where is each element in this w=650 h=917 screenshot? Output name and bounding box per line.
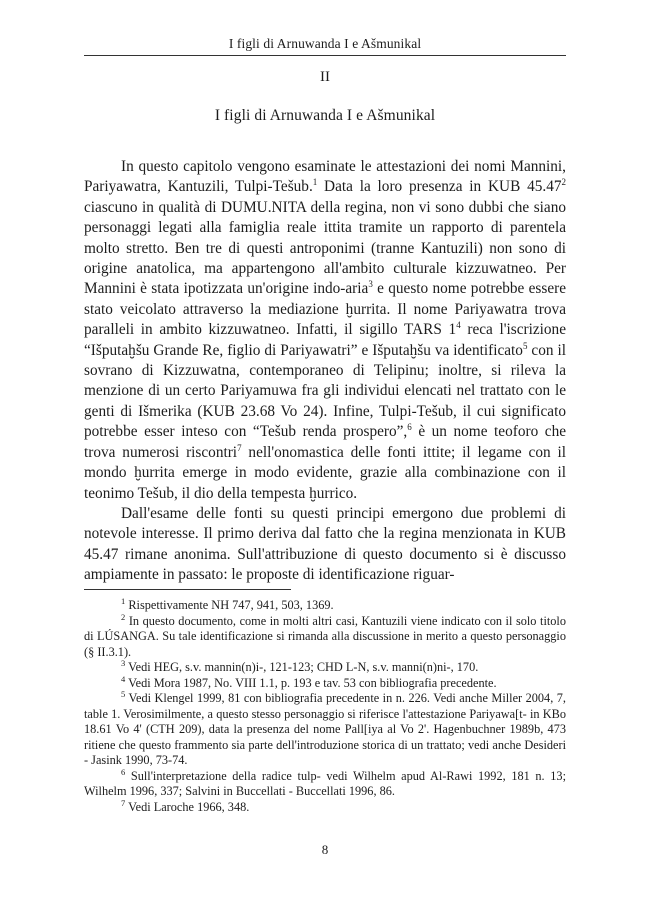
text-run: Dall'esame delle fonti su questi principi emergono due problemi di notevole interesse. Il primo deriva dal fatto che la regina menzionata in KUB 45.47 rimane anonima. Sull'attribuzione di questo documento si è discusso ampiamente in passato: le proposte di identificazione riguar-: [84, 504, 566, 584]
footnote: [84, 657, 566, 676]
page-number: 8: [321, 842, 329, 857]
footnote-mark: 1: [121, 595, 126, 606]
text-run: ciascuno in qualità di DUMU.NITA della regina, non vi sono dubbi che siano personaggi legati alla famiglia reale ittita tramite un rapporto di parentela molto stretto. Ben tre di questi antroponimi (tranne Kantuzili) non sono di origine anatolica, ma appartengono all'ambito culturale kizzuwatneo. Per Mannini è stata ipotizzata un'origine indo-aria: [84, 198, 566, 298]
footnote-text: Vedi Klengel 1999, 81 con bibliografia precedente in n. 226. Vedi anche Miller 2004, 7, table 1. Verosimilmente, a questo stesso personaggio si riferisce l'attestazione Pariyawa[t- in KBo 18.61 Vo 4' (CTH 209), data la presenza del nome Pall[iya al Vo 2'. Hagenbuchner 1989b, 473 ritiene che questo frammento sia parte dell'introduzione storica di un trattato; vedi anche Desideri - Jasink 1990, 73-74.: [84, 691, 566, 767]
footnote: [84, 688, 566, 769]
footnote-ref[interactable]: 4: [456, 320, 461, 331]
footnote: [84, 595, 566, 614]
footnote-text: Sull'interpretazione della radice tulp- vedi Wilhelm apud Al-Rawi 1992, 181 n. 13; Wilhelm 1996, 337; Salvini in Buccellati - Buccellati 1996, 86.: [84, 768, 566, 798]
body-paragraph: [84, 504, 566, 586]
text-run: è un nome teoforo che trova numerosi riscontri: [84, 423, 567, 461]
footnote-ref[interactable]: 7: [237, 442, 242, 453]
body-paragraph: [84, 157, 566, 504]
text-run: con il sovrano di Kizzuwatna, contemporaneo di Telipinu; inoltre, si rileva la menzione di un certo Pariyamuwa fra gli individui elencati nel trattato con le genti di Išmerika (KUB 23.68 Vo 24). Infine, Tulpi-Tešub, il cui significato potrebbe esser inteso con “Tešub renda prospero”,: [84, 341, 566, 441]
footnote-text: In questo documento, come in molti altri casi, Kantuzili viene indicato con il solo titolo di LÚSANGA. Su tale identificazione si rimanda alla discussione in merito a questo personaggio (§ II.3.1).: [84, 613, 566, 659]
footnote-mark: 2: [121, 611, 126, 622]
chapter-title: I figli di Arnuwanda I e Ašmunikal: [214, 107, 436, 124]
footnote-mark: 7: [121, 797, 126, 808]
footnote-ref[interactable]: 3: [368, 279, 373, 290]
text-run: reca l'iscrizione “Išputaḫšu Grande Re, figlio di Pariyawatri” e Išputaḫšu va identificato: [84, 321, 566, 359]
footnote-rule: [84, 589, 291, 590]
body-text: [84, 157, 566, 586]
footnote: [84, 673, 566, 692]
header-rule: [84, 55, 566, 56]
footnote-text: Vedi Mora 1987, No. VIII 1.1, p. 193 e tav. 53 con bibliografia precedente.: [125, 675, 497, 690]
footnote-ref[interactable]: 2: [561, 177, 566, 188]
footnote: [84, 797, 566, 816]
text-run: Data la loro presenza in KUB 45.47: [317, 178, 562, 196]
text-run: In questo capitolo vengono esaminate le attestazioni dei nomi Mannini, Pariyawatra, Kantuzili, Tulpi-Tešub.: [84, 158, 566, 196]
footnote-mark: 3: [121, 657, 126, 668]
footnote-text: Vedi Laroche 1966, 348.: [125, 799, 250, 814]
chapter-number: II: [320, 69, 330, 85]
footnote: [84, 766, 566, 800]
footnote-mark: 6: [121, 766, 126, 777]
footnote-text: Rispettivamente NH 747, 941, 503, 1369.: [125, 598, 334, 612]
footnote-ref[interactable]: 1: [312, 177, 318, 188]
text-run: nell'onomastica delle fonti ittite; il legame con il mondo ḫurrita emerge in modo evidente, grazie alla combinazione con il teonimo Tešub, il dio della tempesta ḫurrico.: [84, 443, 566, 502]
footnote-text: Vedi HEG, s.v. mannin(n)i-, 121-123; CHD L-N, s.v. manni(n)ni-, 170.: [125, 660, 479, 674]
running-head: I figli di Arnuwanda I e Ašmunikal: [228, 36, 422, 51]
footnote-mark: 4: [121, 673, 126, 684]
footnote-ref[interactable]: 6: [407, 422, 412, 433]
footnotes: [84, 595, 566, 815]
text-run: e questo nome potrebbe essere stato veicolato attraverso la mediazione ḫurrita. Il nome Pariyawatra trova paralleli in ambito kizzuwatneo. Infatti, il sigillo TARS 1: [84, 280, 567, 339]
footnote-mark: 5: [121, 688, 126, 699]
footnote: [84, 611, 566, 661]
footnote-ref[interactable]: 5: [522, 340, 528, 351]
